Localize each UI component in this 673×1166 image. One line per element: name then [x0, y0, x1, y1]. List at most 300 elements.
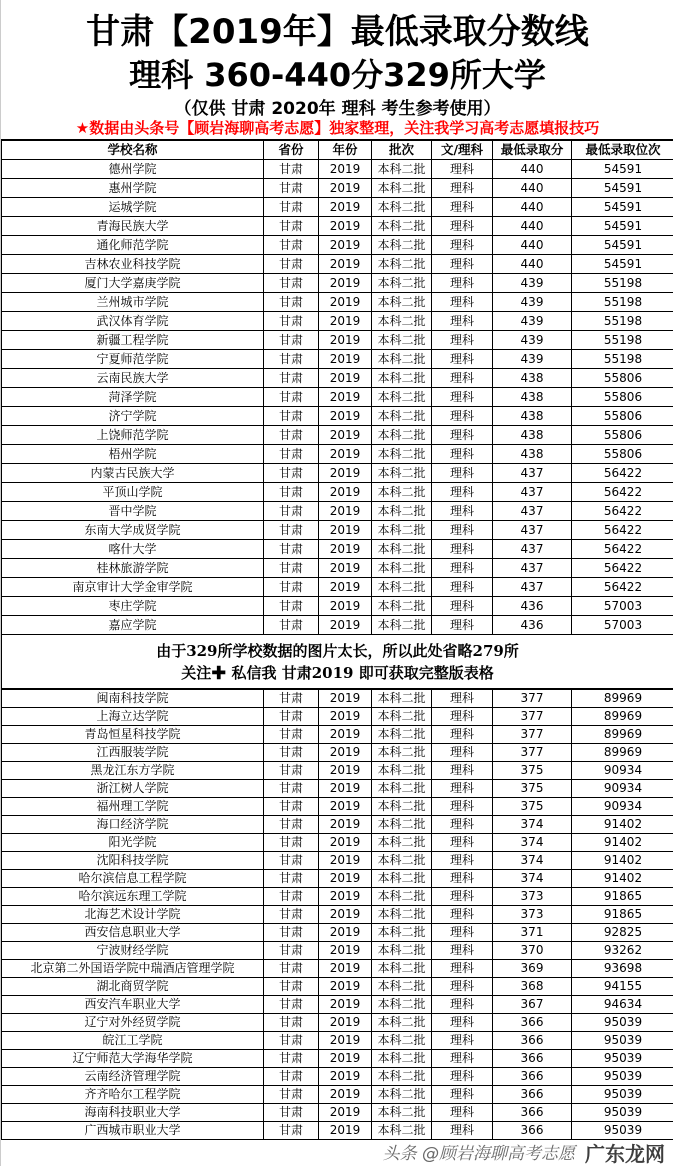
- cell-batch: 本科二批: [372, 906, 432, 924]
- cell-batch: 本科二批: [372, 502, 432, 521]
- table-row: [2, 852, 673, 870]
- cell-subject-type: 理科: [432, 426, 493, 445]
- cell-min-rank: 54591: [572, 255, 673, 274]
- cell-year: 2019: [319, 852, 372, 870]
- cell-batch: 本科二批: [372, 1122, 432, 1140]
- table-row: [2, 350, 673, 369]
- cell-school-name: 青岛恒星科技学院: [2, 726, 264, 744]
- table-row: [2, 726, 673, 744]
- title-sub: 理科 360-440分329所大学: [129, 56, 546, 94]
- cell-min-rank: 54591: [572, 217, 673, 236]
- table-row: [2, 502, 673, 521]
- cell-subject-type: 理科: [432, 274, 493, 293]
- table-row: [2, 198, 673, 217]
- cell-school-name: 南京审计大学金审学院: [2, 578, 264, 597]
- cell-min-score: 437: [493, 521, 572, 540]
- cell-province: 甘肃: [264, 1050, 319, 1068]
- cell-min-score: 370: [493, 942, 572, 960]
- cell-batch: 本科二批: [372, 388, 432, 407]
- cell-province: 甘肃: [264, 708, 319, 726]
- cell-year: 2019: [319, 407, 372, 426]
- cell-year: 2019: [319, 616, 372, 635]
- cell-school-name: 宁波财经学院: [2, 942, 264, 960]
- cell-subject-type: 理科: [432, 1032, 493, 1050]
- cell-min-score: 439: [493, 293, 572, 312]
- cell-year: 2019: [319, 888, 372, 906]
- cell-school-name: 闽南科技学院: [2, 690, 264, 708]
- cell-subject-type: 理科: [432, 888, 493, 906]
- cell-school-name: 辽宁对外经贸学院: [2, 1014, 264, 1032]
- cell-batch: 本科二批: [372, 888, 432, 906]
- cell-batch: 本科二批: [372, 597, 432, 616]
- cell-min-rank: 93698: [572, 960, 673, 978]
- cell-batch: 本科二批: [372, 690, 432, 708]
- table-row: [2, 870, 673, 888]
- table-row: [2, 744, 673, 762]
- cell-school-name: 武汉体育学院: [2, 312, 264, 331]
- cell-min-rank: 55198: [572, 331, 673, 350]
- cell-min-rank: 95039: [572, 1014, 673, 1032]
- cell-min-rank: 91402: [572, 870, 673, 888]
- cell-school-name: 广西城市职业大学: [2, 1122, 264, 1140]
- cell-year: 2019: [319, 762, 372, 780]
- cell-subject-type: 理科: [432, 924, 493, 942]
- cell-batch: 本科二批: [372, 217, 432, 236]
- cell-min-score: 373: [493, 888, 572, 906]
- table-row: [2, 407, 673, 426]
- cell-batch: 本科二批: [372, 445, 432, 464]
- cell-province: 甘肃: [264, 236, 319, 255]
- cell-province: 甘肃: [264, 217, 319, 236]
- cell-subject-type: 理科: [432, 852, 493, 870]
- cell-subject-type: 理科: [432, 540, 493, 559]
- cell-year: 2019: [319, 780, 372, 798]
- cell-subject-type: 理科: [432, 834, 493, 852]
- cell-batch: 本科二批: [372, 942, 432, 960]
- table-row: [2, 960, 673, 978]
- watermark-text: 头条 @顾岩海聊高考志愿: [382, 1143, 575, 1164]
- cell-min-rank: 54591: [572, 198, 673, 217]
- cell-year: 2019: [319, 502, 372, 521]
- cell-school-name: 兰州城市学院: [2, 293, 264, 312]
- table-row: [2, 888, 673, 906]
- table-row: [2, 906, 673, 924]
- cell-subject-type: 理科: [432, 559, 493, 578]
- header-year: 年份: [319, 140, 372, 160]
- cell-subject-type: 理科: [432, 483, 493, 502]
- cell-year: 2019: [319, 960, 372, 978]
- cell-batch: 本科二批: [372, 559, 432, 578]
- cell-year: 2019: [319, 744, 372, 762]
- cell-year: 2019: [319, 726, 372, 744]
- cell-min-score: 437: [493, 559, 572, 578]
- cell-school-name: 平顶山学院: [2, 483, 264, 502]
- table-row: [2, 690, 673, 708]
- table-row: [2, 1122, 673, 1140]
- cell-subject-type: 理科: [432, 464, 493, 483]
- cell-subject-type: 理科: [432, 502, 493, 521]
- cell-min-score: 369: [493, 960, 572, 978]
- cell-province: 甘肃: [264, 407, 319, 426]
- cell-year: 2019: [319, 521, 372, 540]
- cell-min-score: 439: [493, 350, 572, 369]
- cell-province: 甘肃: [264, 1068, 319, 1086]
- cell-min-score: 436: [493, 597, 572, 616]
- cell-min-rank: 57003: [572, 597, 673, 616]
- cell-batch: 本科二批: [372, 1032, 432, 1050]
- cell-batch: 本科二批: [372, 426, 432, 445]
- cell-province: 甘肃: [264, 521, 319, 540]
- cell-min-rank: 56422: [572, 521, 673, 540]
- cell-school-name: 云南民族大学: [2, 369, 264, 388]
- notice-line-1: 由于329所学校数据的图片太长，所以此处省略279所: [156, 642, 519, 660]
- cell-subject-type: 理科: [432, 331, 493, 350]
- cell-year: 2019: [319, 690, 372, 708]
- title-main: 甘肃【2019年】最低录取分数线: [86, 12, 589, 52]
- cell-province: 甘肃: [264, 578, 319, 597]
- cell-year: 2019: [319, 996, 372, 1014]
- cell-school-name: 通化师范学院: [2, 236, 264, 255]
- cell-batch: 本科二批: [372, 331, 432, 350]
- cell-subject-type: 理科: [432, 521, 493, 540]
- cell-subject-type: 理科: [432, 1050, 493, 1068]
- cell-min-rank: 95039: [572, 1032, 673, 1050]
- table-row: [2, 464, 673, 483]
- cell-min-rank: 55198: [572, 293, 673, 312]
- cell-subject-type: 理科: [432, 978, 493, 996]
- cell-min-score: 367: [493, 996, 572, 1014]
- cell-subject-type: 理科: [432, 293, 493, 312]
- cell-school-name: 内蒙古民族大学: [2, 464, 264, 483]
- cell-min-score: 366: [493, 1032, 572, 1050]
- cell-subject-type: 理科: [432, 780, 493, 798]
- cell-batch: 本科二批: [372, 274, 432, 293]
- cell-province: 甘肃: [264, 616, 319, 635]
- cell-min-score: 375: [493, 762, 572, 780]
- cell-batch: 本科二批: [372, 1050, 432, 1068]
- cell-min-rank: 95039: [572, 1086, 673, 1104]
- cell-province: 甘肃: [264, 369, 319, 388]
- cell-school-name: 齐齐哈尔工程学院: [2, 1086, 264, 1104]
- cell-year: 2019: [319, 464, 372, 483]
- cell-min-score: 437: [493, 464, 572, 483]
- table-row: [2, 217, 673, 236]
- cell-min-score: 371: [493, 924, 572, 942]
- cell-min-score: 438: [493, 388, 572, 407]
- cell-subject-type: 理科: [432, 350, 493, 369]
- cell-school-name: 东南大学成贤学院: [2, 521, 264, 540]
- table-row: [2, 445, 673, 464]
- cell-year: 2019: [319, 870, 372, 888]
- cell-year: 2019: [319, 255, 372, 274]
- cell-min-rank: 91402: [572, 816, 673, 834]
- cell-batch: 本科二批: [372, 369, 432, 388]
- cell-min-score: 439: [493, 312, 572, 331]
- table-row: [2, 1032, 673, 1050]
- cell-min-rank: 89969: [572, 708, 673, 726]
- cell-min-score: 377: [493, 690, 572, 708]
- cell-batch: 本科二批: [372, 312, 432, 331]
- cell-province: 甘肃: [264, 726, 319, 744]
- cell-school-name: 吉林农业科技学院: [2, 255, 264, 274]
- cell-year: 2019: [319, 274, 372, 293]
- cell-min-score: 366: [493, 1104, 572, 1122]
- cell-year: 2019: [319, 559, 372, 578]
- notice-line-2: 关注✚ 私信我 甘肃2019 即可获取完整版表格: [181, 664, 494, 682]
- cell-province: 甘肃: [264, 426, 319, 445]
- cell-province: 甘肃: [264, 597, 319, 616]
- cell-min-rank: 91865: [572, 888, 673, 906]
- cell-school-name: 梧州学院: [2, 445, 264, 464]
- score-table-top: [1, 139, 673, 635]
- cell-year: 2019: [319, 798, 372, 816]
- cell-province: 甘肃: [264, 690, 319, 708]
- table-row: [2, 426, 673, 445]
- cell-min-score: 440: [493, 236, 572, 255]
- watermark-logo-text: 广东龙网: [585, 1141, 665, 1166]
- cell-batch: 本科二批: [372, 924, 432, 942]
- cell-min-score: 440: [493, 198, 572, 217]
- cell-batch: 本科二批: [372, 852, 432, 870]
- cell-province: 甘肃: [264, 1014, 319, 1032]
- cell-batch: 本科二批: [372, 179, 432, 198]
- header-subject-type: 文/理科: [432, 140, 493, 160]
- cell-school-name: 济宁学院: [2, 407, 264, 426]
- cell-min-score: 437: [493, 578, 572, 597]
- cell-year: 2019: [319, 160, 372, 179]
- cell-min-score: 377: [493, 726, 572, 744]
- table-row: [2, 798, 673, 816]
- cell-year: 2019: [319, 1068, 372, 1086]
- cell-subject-type: 理科: [432, 708, 493, 726]
- cell-min-score: 439: [493, 274, 572, 293]
- cell-min-score: 440: [493, 255, 572, 274]
- cell-min-score: 374: [493, 870, 572, 888]
- cell-year: 2019: [319, 293, 372, 312]
- cell-subject-type: 理科: [432, 198, 493, 217]
- cell-school-name: 北海艺术设计学院: [2, 906, 264, 924]
- cell-province: 甘肃: [264, 996, 319, 1014]
- table-row: [2, 597, 673, 616]
- cell-year: 2019: [319, 834, 372, 852]
- cell-batch: 本科二批: [372, 708, 432, 726]
- cell-year: 2019: [319, 388, 372, 407]
- cell-min-rank: 89969: [572, 690, 673, 708]
- cell-year: 2019: [319, 816, 372, 834]
- cell-min-score: 438: [493, 407, 572, 426]
- cell-min-rank: 54591: [572, 236, 673, 255]
- table-row: [2, 388, 673, 407]
- cell-school-name: 云南经济管理学院: [2, 1068, 264, 1086]
- cell-province: 甘肃: [264, 960, 319, 978]
- cell-year: 2019: [319, 483, 372, 502]
- cell-subject-type: 理科: [432, 388, 493, 407]
- cell-min-rank: 89969: [572, 744, 673, 762]
- cell-school-name: 哈尔滨远东理工学院: [2, 888, 264, 906]
- cell-min-score: 439: [493, 331, 572, 350]
- cell-year: 2019: [319, 540, 372, 559]
- cell-subject-type: 理科: [432, 798, 493, 816]
- cell-school-name: 青海民族大学: [2, 217, 264, 236]
- cell-min-score: 440: [493, 179, 572, 198]
- table-row: [2, 255, 673, 274]
- cell-min-score: 368: [493, 978, 572, 996]
- cell-school-name: 哈尔滨信息工程学院: [2, 870, 264, 888]
- cell-year: 2019: [319, 906, 372, 924]
- cell-subject-type: 理科: [432, 906, 493, 924]
- cell-province: 甘肃: [264, 350, 319, 369]
- cell-year: 2019: [319, 426, 372, 445]
- cell-min-rank: 89969: [572, 726, 673, 744]
- table-row: [2, 578, 673, 597]
- cell-min-score: 437: [493, 540, 572, 559]
- table-row: [2, 978, 673, 996]
- cell-min-rank: 95039: [572, 1050, 673, 1068]
- cell-min-rank: 55806: [572, 445, 673, 464]
- cell-year: 2019: [319, 236, 372, 255]
- cell-min-score: 366: [493, 1014, 572, 1032]
- cell-subject-type: 理科: [432, 578, 493, 597]
- cell-min-score: 436: [493, 616, 572, 635]
- cell-year: 2019: [319, 942, 372, 960]
- cell-year: 2019: [319, 708, 372, 726]
- cell-min-rank: 56422: [572, 502, 673, 521]
- cell-province: 甘肃: [264, 540, 319, 559]
- cell-province: 甘肃: [264, 464, 319, 483]
- cell-province: 甘肃: [264, 483, 319, 502]
- cell-batch: 本科二批: [372, 996, 432, 1014]
- cell-min-score: 373: [493, 906, 572, 924]
- cell-min-score: 375: [493, 780, 572, 798]
- cell-min-rank: 90934: [572, 780, 673, 798]
- cell-province: 甘肃: [264, 274, 319, 293]
- cell-subject-type: 理科: [432, 217, 493, 236]
- cell-subject-type: 理科: [432, 255, 493, 274]
- header-batch: 批次: [372, 140, 432, 160]
- cell-min-rank: 56422: [572, 483, 673, 502]
- header-school-name: 学校名称: [2, 140, 264, 160]
- cell-year: 2019: [319, 1050, 372, 1068]
- cell-school-name: 新疆工程学院: [2, 331, 264, 350]
- cell-batch: 本科二批: [372, 798, 432, 816]
- cell-school-name: 厦门大学嘉庚学院: [2, 274, 264, 293]
- cell-min-score: 438: [493, 369, 572, 388]
- cell-year: 2019: [319, 1032, 372, 1050]
- table-row: [2, 540, 673, 559]
- cell-subject-type: 理科: [432, 762, 493, 780]
- cell-batch: 本科二批: [372, 293, 432, 312]
- cell-min-rank: 55198: [572, 350, 673, 369]
- cell-year: 2019: [319, 179, 372, 198]
- cell-min-rank: 56422: [572, 464, 673, 483]
- cell-batch: 本科二批: [372, 978, 432, 996]
- cell-batch: 本科二批: [372, 726, 432, 744]
- cell-min-rank: 55198: [572, 274, 673, 293]
- cell-school-name: 沈阳科技学院: [2, 852, 264, 870]
- cell-min-score: 377: [493, 708, 572, 726]
- table-row: [2, 559, 673, 578]
- cell-min-score: 366: [493, 1122, 572, 1140]
- header-province: 省份: [264, 140, 319, 160]
- cell-batch: 本科二批: [372, 236, 432, 255]
- cell-school-name: 桂林旅游学院: [2, 559, 264, 578]
- cell-province: 甘肃: [264, 179, 319, 198]
- cell-min-score: 377: [493, 744, 572, 762]
- cell-school-name: 海南科技职业大学: [2, 1104, 264, 1122]
- cell-subject-type: 理科: [432, 312, 493, 331]
- table-row: [2, 293, 673, 312]
- cell-min-rank: 56422: [572, 540, 673, 559]
- cell-min-score: 366: [493, 1068, 572, 1086]
- cell-school-name: 黑龙江东方学院: [2, 762, 264, 780]
- table-row: [2, 616, 673, 635]
- cell-year: 2019: [319, 217, 372, 236]
- cell-min-score: 374: [493, 852, 572, 870]
- cell-min-rank: 95039: [572, 1122, 673, 1140]
- cell-year: 2019: [319, 578, 372, 597]
- cell-min-rank: 54591: [572, 179, 673, 198]
- cell-province: 甘肃: [264, 198, 319, 217]
- table-row: [2, 483, 673, 502]
- cell-province: 甘肃: [264, 559, 319, 578]
- cell-batch: 本科二批: [372, 483, 432, 502]
- cell-batch: 本科二批: [372, 540, 432, 559]
- cell-school-name: 皖江工学院: [2, 1032, 264, 1050]
- cell-subject-type: 理科: [432, 407, 493, 426]
- cell-province: 甘肃: [264, 924, 319, 942]
- cell-year: 2019: [319, 597, 372, 616]
- cell-batch: 本科二批: [372, 1068, 432, 1086]
- cell-min-rank: 55806: [572, 426, 673, 445]
- cell-subject-type: 理科: [432, 179, 493, 198]
- cell-min-rank: 54591: [572, 160, 673, 179]
- cell-batch: 本科二批: [372, 1014, 432, 1032]
- cell-subject-type: 理科: [432, 369, 493, 388]
- cell-min-rank: 55198: [572, 312, 673, 331]
- cell-subject-type: 理科: [432, 1068, 493, 1086]
- cell-batch: 本科二批: [372, 255, 432, 274]
- cell-province: 甘肃: [264, 816, 319, 834]
- cell-province: 甘肃: [264, 502, 319, 521]
- cell-province: 甘肃: [264, 744, 319, 762]
- cell-school-name: 上海立达学院: [2, 708, 264, 726]
- cell-min-score: 440: [493, 160, 572, 179]
- cell-min-score: 375: [493, 798, 572, 816]
- cell-min-rank: 93262: [572, 942, 673, 960]
- cell-school-name: 枣庄学院: [2, 597, 264, 616]
- cell-min-rank: 56422: [572, 578, 673, 597]
- cell-batch: 本科二批: [372, 521, 432, 540]
- cell-batch: 本科二批: [372, 1104, 432, 1122]
- cell-subject-type: 理科: [432, 816, 493, 834]
- cell-subject-type: 理科: [432, 445, 493, 464]
- table-row: [2, 236, 673, 255]
- cell-batch: 本科二批: [372, 350, 432, 369]
- cell-min-rank: 57003: [572, 616, 673, 635]
- table-row: [2, 780, 673, 798]
- cell-province: 甘肃: [264, 1032, 319, 1050]
- table-row: [2, 369, 673, 388]
- cell-min-score: 374: [493, 834, 572, 852]
- cell-year: 2019: [319, 350, 372, 369]
- cell-school-name: 惠州学院: [2, 179, 264, 198]
- cell-min-rank: 91402: [572, 834, 673, 852]
- cell-batch: 本科二批: [372, 744, 432, 762]
- cell-province: 甘肃: [264, 445, 319, 464]
- cell-min-score: 374: [493, 816, 572, 834]
- cell-province: 甘肃: [264, 255, 319, 274]
- cell-subject-type: 理科: [432, 236, 493, 255]
